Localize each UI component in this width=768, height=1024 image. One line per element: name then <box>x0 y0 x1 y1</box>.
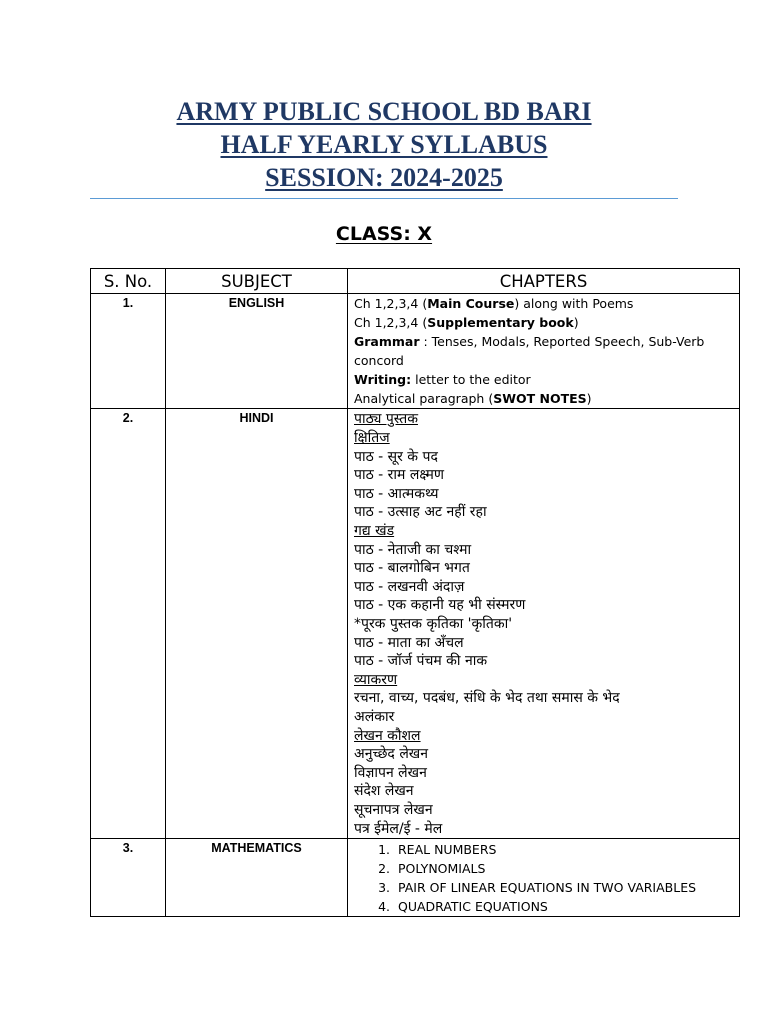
maths-chapter-list <box>354 840 735 916</box>
class-label: CLASS: X <box>335 223 433 245</box>
chapter-line: संदेश लेखन <box>354 783 414 800</box>
chapter-line: विज्ञापन लेखन <box>354 764 427 781</box>
chapter-line: सूचनापत्र लेखन <box>354 801 433 818</box>
chapter-line: पाठ - लखनवी अंदाज़ <box>354 578 465 595</box>
chapter-line: अनुच्छेद लेखन <box>354 746 429 763</box>
header-divider <box>90 198 678 199</box>
chapter-line: पाठ - एक कहानी यह भी संस्मरण <box>354 597 526 614</box>
school-name: ARMY PUBLIC SCHOOL BD BARI <box>176 97 592 126</box>
row-sno: 2. <box>91 409 166 839</box>
chapter-line: पत्र ईमेल/ई - मेल <box>354 820 443 837</box>
chapter-line: पाठ - उत्साह अट नहीं रहा <box>354 504 487 521</box>
chapter-line: पाठ - बालगोबिन भगत <box>354 560 470 577</box>
row-subject: MATHEMATICS <box>166 839 348 917</box>
chapter-line: Grammar : Tenses, Modals, Reported Speech, Sub-Verb concord <box>354 333 705 368</box>
chapter-line: गद्य खंड <box>354 523 395 539</box>
list-item: 3. PAIR OF LINEAR EQUATIONS IN TWO VARIABLES <box>394 878 735 897</box>
chapter-line: Analytical paragraph (SWOT NOTES) <box>354 390 592 406</box>
chapter-line: पाठ्य पुस्तक <box>354 411 418 428</box>
row-chapters <box>348 409 740 839</box>
chapter-line: पाठ - आत्मकथ्य <box>354 485 439 502</box>
chapter-line: *पूरक पुस्तक कृतिका 'कृतिका' <box>354 615 513 632</box>
row-sno: 1. <box>91 294 166 409</box>
chapter-line: पाठ - सूर के पद <box>354 448 438 465</box>
document-header <box>90 95 678 194</box>
table-header-row <box>91 269 740 294</box>
chapter-line: Writing: letter to the editor <box>354 371 531 387</box>
table-row-hindi <box>91 409 740 839</box>
chapter-line: Ch 1,2,3,4 (Main Course) along with Poems <box>354 296 634 311</box>
header-subject: SUBJECT <box>166 269 348 294</box>
chapter-line: पाठ - नेताजी का चश्मा <box>354 541 472 558</box>
chapter-line: क्षितिज <box>354 430 390 447</box>
list-item: 1. REAL NUMBERS <box>394 840 735 859</box>
chapter-line: व्याकरण <box>354 671 398 688</box>
chapter-line: पाठ - जॉर्ज पंचम की नाक <box>354 653 488 670</box>
chapter-line: पाठ - माता का अँचल <box>354 634 464 651</box>
syllabus-title: HALF YEARLY SYLLABUS <box>220 130 548 159</box>
row-sno: 3. <box>91 839 166 917</box>
chapter-line: Ch 1,2,3,4 (Supplementary book) <box>354 314 579 330</box>
header-sno: S. No. <box>91 269 166 294</box>
chapter-line: पाठ - राम लक्ष्मण <box>354 467 445 484</box>
row-subject: ENGLISH <box>166 294 348 409</box>
row-chapters <box>348 294 740 409</box>
table-row-english <box>91 294 740 409</box>
chapter-line: लेखन कौशल <box>354 727 421 744</box>
syllabus-table <box>90 268 740 917</box>
chapter-line: रचना, वाच्य, पदबंध, संधि के भेद तथा समास के भेद <box>354 690 620 707</box>
list-item: 4. QUADRATIC EQUATIONS <box>394 897 735 916</box>
list-item: 2. POLYNOMIALS <box>394 859 735 878</box>
session-title: SESSION: 2024-2025 <box>265 163 503 192</box>
row-chapters <box>348 839 740 917</box>
header-chapters: CHAPTERS <box>348 269 740 294</box>
row-subject: HINDI <box>166 409 348 839</box>
chapter-line: अलंकार <box>354 708 395 725</box>
table-row-maths <box>91 839 740 917</box>
